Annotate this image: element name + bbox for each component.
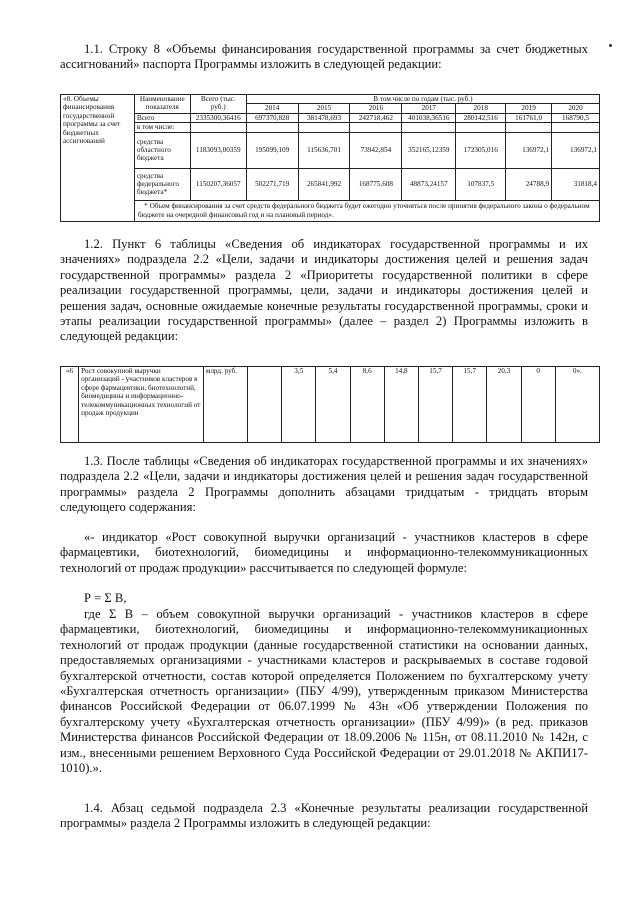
cell: 3,5 xyxy=(282,367,316,443)
row-federal-label: средства федерального бюджета* xyxy=(134,168,190,200)
cell: 168790,5 xyxy=(552,113,600,122)
row-incl-label: в том числе: xyxy=(134,123,190,132)
year-2015: 2015 xyxy=(298,104,350,113)
cell: 401038,36516 xyxy=(402,113,456,122)
cell: 280142,516 xyxy=(456,113,506,122)
header-indicator-name: Наименование показателя xyxy=(134,95,190,114)
cell: 14,8 xyxy=(384,367,418,443)
paragraph-formula-explanation: где Σ В – объем совокупной выручки организаций - участников кластеров в сфере фармацевтики, биотехнологий, биомедицины и информационно-телекоммуникационных технологий от продаж продукции (данные государственной статистики на основании данных, предоставляемых организациями - участниками кластеров и раскрываемых в составе годовой бухгалтерской отчетности, состав которой определяется Положением по бухгалтерскому учету «Бухгалтерская отчетность организации» (ПБУ 4/99), утвержденным приказом Министерства финансов Российской Федерации от 06.07.1999 № 43н «Об утверждении Положения по бухгалтерскому учету «Бухгалтерская отчетность организации» (ПБУ 4/99)» (в ред. приказов Министерства финансов Российской Федерации от 18.09.2006 № 115н, от 08.11.2010 № 142н, с изм., внесенными решением Верховного Суда Российской Федерации от 29.01.2018 № АКПИ17-1010).». xyxy=(60,607,588,776)
header-total: Всего (тыс. руб.) xyxy=(190,95,246,114)
row-total-label: Всего xyxy=(134,113,190,122)
cell: 8,6 xyxy=(350,367,384,443)
cell: 265841,992 xyxy=(298,168,350,200)
indicator-number: «6 xyxy=(61,367,79,443)
cell: 15,7 xyxy=(418,367,452,443)
cell: 697370,828 xyxy=(246,113,298,122)
cell: 15,7 xyxy=(453,367,487,443)
year-2020: 2020 xyxy=(552,104,600,113)
cell: 195099,109 xyxy=(246,132,298,168)
paragraph-indicator: «- индикатор «Рост совокупной выручки организаций - участников кластеров в сфере фармацевтики, биотехнологий, биомедицины и информационно-телекоммуникационных технологий от продаж продукции» рассчитывается по следующей формуле: xyxy=(60,530,588,575)
scan-speck xyxy=(609,44,612,47)
cell: 24788,9 xyxy=(506,168,552,200)
cell: 48873,24157 xyxy=(402,168,456,200)
cell: 381478,693 xyxy=(298,113,350,122)
cell: 5,4 xyxy=(316,367,350,443)
paragraph-1-2: 1.2. Пункт 6 таблицы «Сведения об индикаторах государственной программы и их значениях» подраздела 2.2 «Цели, задачи и индикаторы достижения целей и решения задач государственной программы» раздела 2 «Приоритеты государственной политики в сфере реализации государственной программы, цели, задачи и индикаторы достижения целей и решения задач, основные ожидаемые конечные результаты государственной программы, сроки и этапы реализации государственной программы» (далее – раздел 2) Программы изложить в следующей редакции: xyxy=(60,237,588,344)
paragraph-1-4: 1.4. Абзац седьмой подраздела 2.3 «Конечные результаты реализации государственной программы» раздела 2 Программы изложить в следующей редакции: xyxy=(60,801,588,831)
header-by-years: В том числе по годам (тыс. руб.) xyxy=(246,95,599,104)
cell: 20,3 xyxy=(487,367,521,443)
table-footnote: * Объем финансирования за счет средств федерального бюджета будет ежегодно уточняться после принятия федерального закона о федеральном бюджете на очередной финансовый год и на плановый период». xyxy=(134,200,599,221)
paragraph-1-1: 1.1. Строку 8 «Объемы финансирования государственной программы за счет бюджетных ассигнований» паспорта Программы изложить в следующей редакции: xyxy=(60,42,588,72)
cell: 1183093,00359 xyxy=(190,132,246,168)
indicator-unit: млрд. руб. xyxy=(203,367,247,443)
cell: 0 xyxy=(521,367,555,443)
year-2017: 2017 xyxy=(402,104,456,113)
year-2016: 2016 xyxy=(350,104,402,113)
year-2019: 2019 xyxy=(506,104,552,113)
cell: 31818,4 xyxy=(552,168,600,200)
cell: 352165,12359 xyxy=(402,132,456,168)
indicator-description: Рост совокупной выручки организаций - участников кластеров в сфере фармацевтики, биотехнологий, биомедицины и информационно-телекоммуникационных технологий от продаж продукции xyxy=(79,367,204,443)
cell xyxy=(248,367,282,443)
cell: 0». xyxy=(555,367,599,443)
formula: Р = Σ В, xyxy=(84,591,127,605)
cell: 1150207,36057 xyxy=(190,168,246,200)
cell: 136972,1 xyxy=(552,132,600,168)
year-2018: 2018 xyxy=(456,104,506,113)
indicator-table xyxy=(60,366,600,443)
cell: 502271,719 xyxy=(246,168,298,200)
cell: 107837,5 xyxy=(456,168,506,200)
financing-table xyxy=(60,94,600,222)
financing-row-label: «8. Объемы финансирования государственной программы за счет бюджетных ассигнований xyxy=(61,95,135,222)
cell: 168775,608 xyxy=(350,168,402,200)
cell: 242718,462 xyxy=(350,113,402,122)
cell: 2335300,36416 xyxy=(190,113,246,122)
paragraph-1-3: 1.3. После таблицы «Сведения об индикаторах государственной программы и их значениях» подраздела 2.2 «Цели, задачи и индикаторы достижения целей и решения задач государственной программы» раздела 2 Программы дополнить абзацами тридцатым - тридцать вторым следующего содержания: xyxy=(60,454,588,515)
cell: 115636,701 xyxy=(298,132,350,168)
cell: 73942,854 xyxy=(350,132,402,168)
cell: 172305,016 xyxy=(456,132,506,168)
row-regional-label: средства областного бюджета xyxy=(134,132,190,168)
cell: 161761,0 xyxy=(506,113,552,122)
cell: 136972,1 xyxy=(506,132,552,168)
year-2014: 2014 xyxy=(246,104,298,113)
